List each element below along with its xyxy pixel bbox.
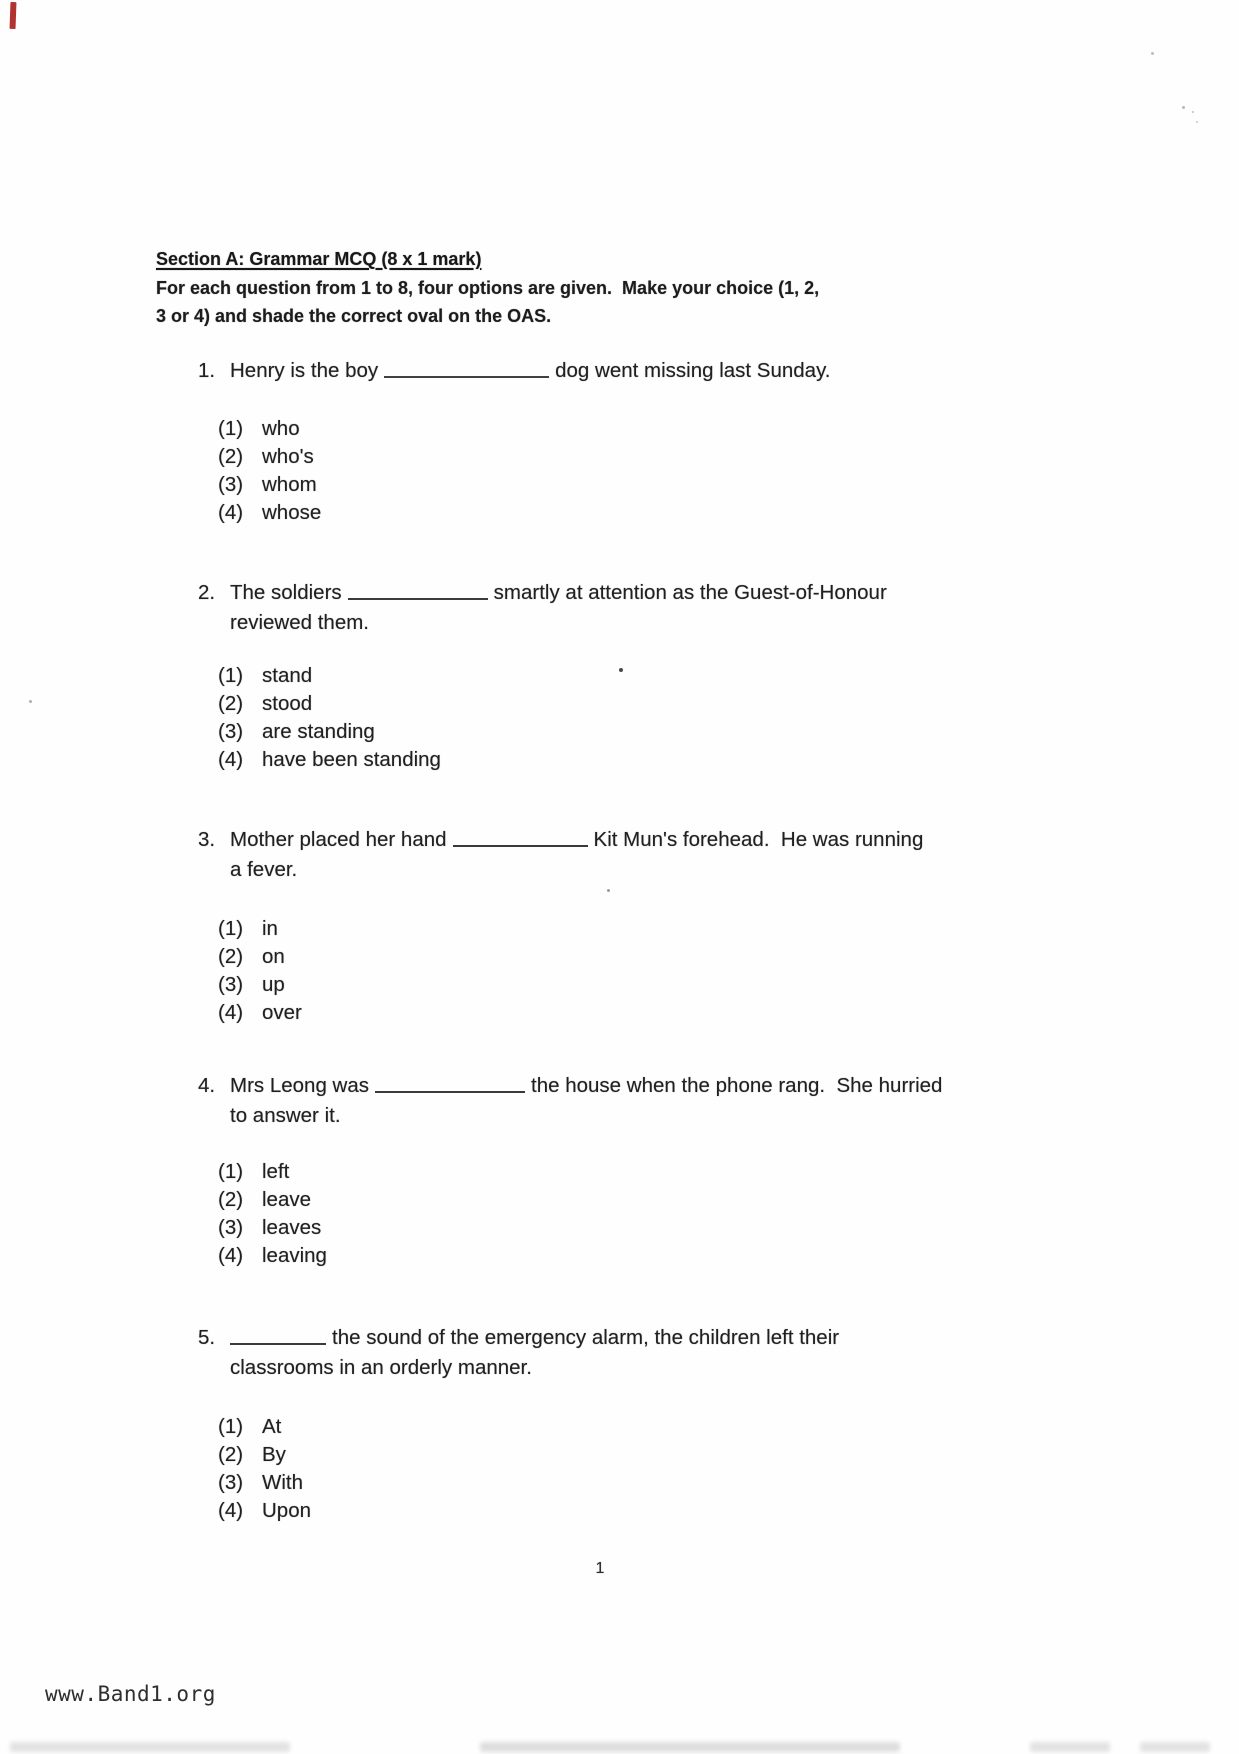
option-number: (3) <box>218 1216 244 1239</box>
question-text-after: Kit Mun's forehead. He was running <box>593 828 924 851</box>
scan-speck <box>619 668 623 672</box>
option-label: over <box>262 1001 302 1024</box>
option-label: With <box>262 1471 303 1494</box>
option-label: By <box>262 1443 286 1466</box>
question-1 <box>198 356 1098 527</box>
option-number: (1) <box>218 917 244 940</box>
option-number: (1) <box>218 664 244 687</box>
answer-blank <box>230 1329 326 1345</box>
option-number: (3) <box>218 720 244 743</box>
option-label: Upon <box>262 1499 312 1522</box>
option-label: leave <box>262 1188 312 1211</box>
option-row <box>218 943 1098 971</box>
scan-speck <box>1196 121 1198 123</box>
option-row <box>218 718 1098 746</box>
option-row <box>218 1469 1098 1497</box>
option-label: who's <box>262 445 314 468</box>
option-number: (3) <box>218 473 244 496</box>
option-row <box>218 1242 1098 1270</box>
option-number: (3) <box>218 1471 244 1494</box>
answer-blank <box>375 1077 525 1093</box>
question-5 <box>198 1323 1098 1525</box>
blur-fragment <box>10 1742 290 1752</box>
option-row <box>218 971 1098 999</box>
option-row <box>218 662 1098 690</box>
question-text-line2: to answer it. <box>230 1104 341 1127</box>
question-number: 3. <box>198 828 216 851</box>
scan-artifact-red-mark <box>10 2 17 29</box>
option-label: who <box>262 417 300 440</box>
blur-fragment <box>1140 1742 1210 1752</box>
scan-speck <box>1192 111 1194 113</box>
question-text-after: dog went missing last Sunday. <box>555 359 831 382</box>
option-number: (2) <box>218 945 244 968</box>
option-label: whom <box>262 473 317 496</box>
bottom-scan-blur-band <box>0 1740 1239 1754</box>
options-list <box>218 415 1098 527</box>
options-list <box>218 1158 1098 1270</box>
option-number: (3) <box>218 973 244 996</box>
scan-speck <box>607 889 610 892</box>
option-label: At <box>262 1415 282 1438</box>
option-number: (4) <box>218 1244 244 1267</box>
option-number: (2) <box>218 1443 244 1466</box>
option-row <box>218 690 1098 718</box>
option-number: (4) <box>218 1499 244 1522</box>
answer-blank <box>453 831 588 847</box>
blur-fragment <box>1030 1742 1110 1752</box>
scan-speck <box>1151 52 1154 55</box>
question-text-line2: reviewed them. <box>230 611 370 634</box>
option-number: (4) <box>218 501 244 524</box>
option-number: (4) <box>218 1001 244 1024</box>
option-row <box>218 1497 1098 1525</box>
option-label: whose <box>262 501 322 524</box>
option-label: have been standing <box>262 748 441 771</box>
option-number: (2) <box>218 1188 244 1211</box>
question-text-before: Mother placed her hand <box>230 828 447 851</box>
question-text-after: smartly at attention as the Guest-of-Honour <box>493 581 887 604</box>
options-list <box>218 915 1098 1027</box>
option-label: are standing <box>262 720 375 743</box>
blur-fragment <box>480 1742 900 1752</box>
options-list <box>218 662 1098 774</box>
answer-blank <box>384 362 549 378</box>
option-label: leaves <box>262 1216 322 1239</box>
question-text-before: Mrs Leong was <box>230 1074 370 1097</box>
question-4 <box>198 1071 1098 1270</box>
option-row <box>218 415 1098 443</box>
option-label: up <box>262 973 285 996</box>
option-row <box>218 1214 1098 1242</box>
option-number: (1) <box>218 417 244 440</box>
option-label: leaving <box>262 1244 327 1267</box>
watermark-url: www.Band1.org <box>45 1682 216 1706</box>
instructions-line-2: 3 or 4) and shade the correct oval on the OAS. <box>156 306 552 326</box>
option-label: stand <box>262 664 313 687</box>
option-row <box>218 746 1098 774</box>
option-label: on <box>262 945 285 968</box>
question-text-line2: a fever. <box>230 858 298 881</box>
question-text-before: Henry is the boy <box>230 359 379 382</box>
option-label: in <box>262 917 278 940</box>
page-number: 1 <box>595 1560 605 1577</box>
section-title: Section A: Grammar MCQ (8 x 1 mark) <box>156 249 482 269</box>
scan-speck <box>1182 106 1185 109</box>
option-row <box>218 471 1098 499</box>
question-3 <box>198 825 1098 1027</box>
question-number: 4. <box>198 1074 216 1097</box>
option-row <box>218 915 1098 943</box>
question-text-line2: classrooms in an orderly manner. <box>230 1356 532 1379</box>
option-label: left <box>262 1160 290 1183</box>
question-text-after: the sound of the emergency alarm, the children left their <box>332 1326 840 1349</box>
options-list <box>218 1413 1098 1525</box>
question-number: 2. <box>198 581 216 604</box>
question-text-after: the house when the phone rang. She hurried <box>531 1074 943 1097</box>
question-number: 1. <box>198 359 216 382</box>
option-row <box>218 443 1098 471</box>
question-2 <box>198 578 1098 774</box>
option-number: (1) <box>218 1160 244 1183</box>
option-row <box>218 1158 1098 1186</box>
option-row <box>218 1441 1098 1469</box>
option-number: (2) <box>218 445 244 468</box>
option-row <box>218 1186 1098 1214</box>
section-header-block <box>156 244 996 330</box>
option-row <box>218 499 1098 527</box>
answer-blank <box>348 584 488 600</box>
scan-speck <box>29 700 32 703</box>
option-row <box>218 1413 1098 1441</box>
instructions-line-1: For each question from 1 to 8, four options are given. Make your choice (1, 2, <box>156 278 820 298</box>
option-label: stood <box>262 692 313 715</box>
option-number: (2) <box>218 692 244 715</box>
question-number: 5. <box>198 1326 216 1349</box>
question-text-before: The soldiers <box>230 581 342 604</box>
option-row <box>218 999 1098 1027</box>
option-number: (4) <box>218 748 244 771</box>
option-number: (1) <box>218 1415 244 1438</box>
